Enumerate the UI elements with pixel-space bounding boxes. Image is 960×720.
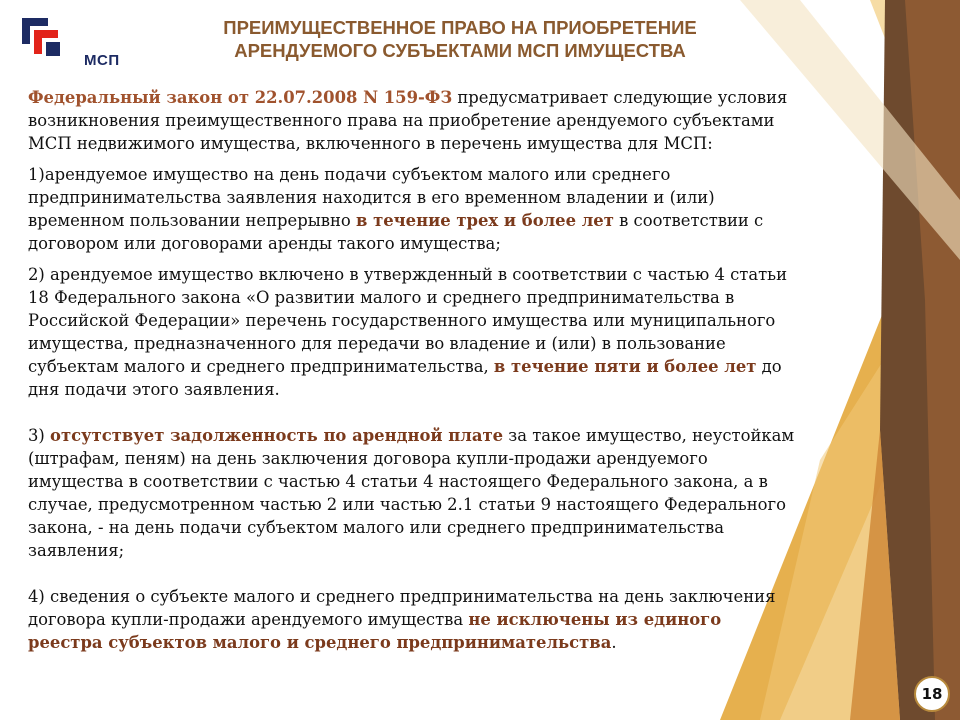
condition-3-number: 3) <box>28 426 51 445</box>
condition-3-highlight: отсутствует задолженность по арендной плате <box>50 426 504 445</box>
condition-4 <box>28 585 798 654</box>
intro-paragraph <box>28 86 798 155</box>
main-content <box>28 86 798 654</box>
condition-3 <box>28 424 798 562</box>
condition-2-text: 2) арендуемое имущество включено в утвержденный в соответствии с частью 4 статьи 18 Федерального закона «О развитии малого и среднего предпринимательства в Российской Федерации» перечень государственного имущества или муниципального имущества, предназначенного для передачи во владение и (или) в пользование субъектам малого и среднего предпринимательства, <box>28 265 788 376</box>
condition-1 <box>28 163 798 255</box>
condition-1-highlight: в течение трех и более лет <box>355 211 614 230</box>
condition-3-text: за такое имущество, неустойкам (штрафам, пеням) на день заключения договора купли-продажи арендуемого имущества в соответствии с частью 4 статьи 4 настоящего Федерального закона, а в случае, предусмотренном частью 2 или частью 2.1 статьи 9 настоящего Федерального закона, - на день подачи субъектом малого или среднего предпринимательства заявления; <box>28 426 795 560</box>
condition-2-highlight: в течение пяти и более лет <box>493 357 757 376</box>
msp-logo <box>18 14 118 72</box>
condition-2 <box>28 263 798 401</box>
page-title <box>180 16 740 62</box>
logo-text: МСП <box>84 52 120 69</box>
msp-logo-mark <box>18 14 64 60</box>
intro-text: предусматривает следующие условия возникновения преимущественного права на приобретение арендуемого субъектами МСП недвижимого имущества, включенного в перечень имущества для МСП: <box>28 88 788 153</box>
page-number-badge: 18 <box>914 676 950 712</box>
title-line-1: ПРЕИМУЩЕСТВЕННОЕ ПРАВО НА ПРИОБРЕТЕНИЕ <box>223 17 697 38</box>
condition-1-tail: в соответствии с договором или договорами аренды такого имущества; <box>28 211 764 253</box>
condition-4-highlight: не исключены из единого реестра субъектов малого и среднего предпринимательства <box>28 610 722 652</box>
condition-4-text: 4) сведения о субъекте малого и среднего предпринимательства на день заключения договора купли-продажи арендуемого имущества <box>28 587 776 629</box>
law-reference: Федеральный закон от 22.07.2008 N 159-ФЗ <box>28 88 453 107</box>
title-line-2: АРЕНДУЕМОГО СУБЪЕКТАМИ МСП ИМУЩЕСТВА <box>234 40 686 61</box>
condition-2-tail: до дня подачи этого заявления. <box>28 357 782 399</box>
condition-4-tail: . <box>611 633 617 652</box>
condition-1-text: 1)арендуемое имущество на день подачи субъектом малого или среднего предпринимательства заявления находится в его временном владении и (или) временном пользовании непрерывно <box>28 165 715 230</box>
